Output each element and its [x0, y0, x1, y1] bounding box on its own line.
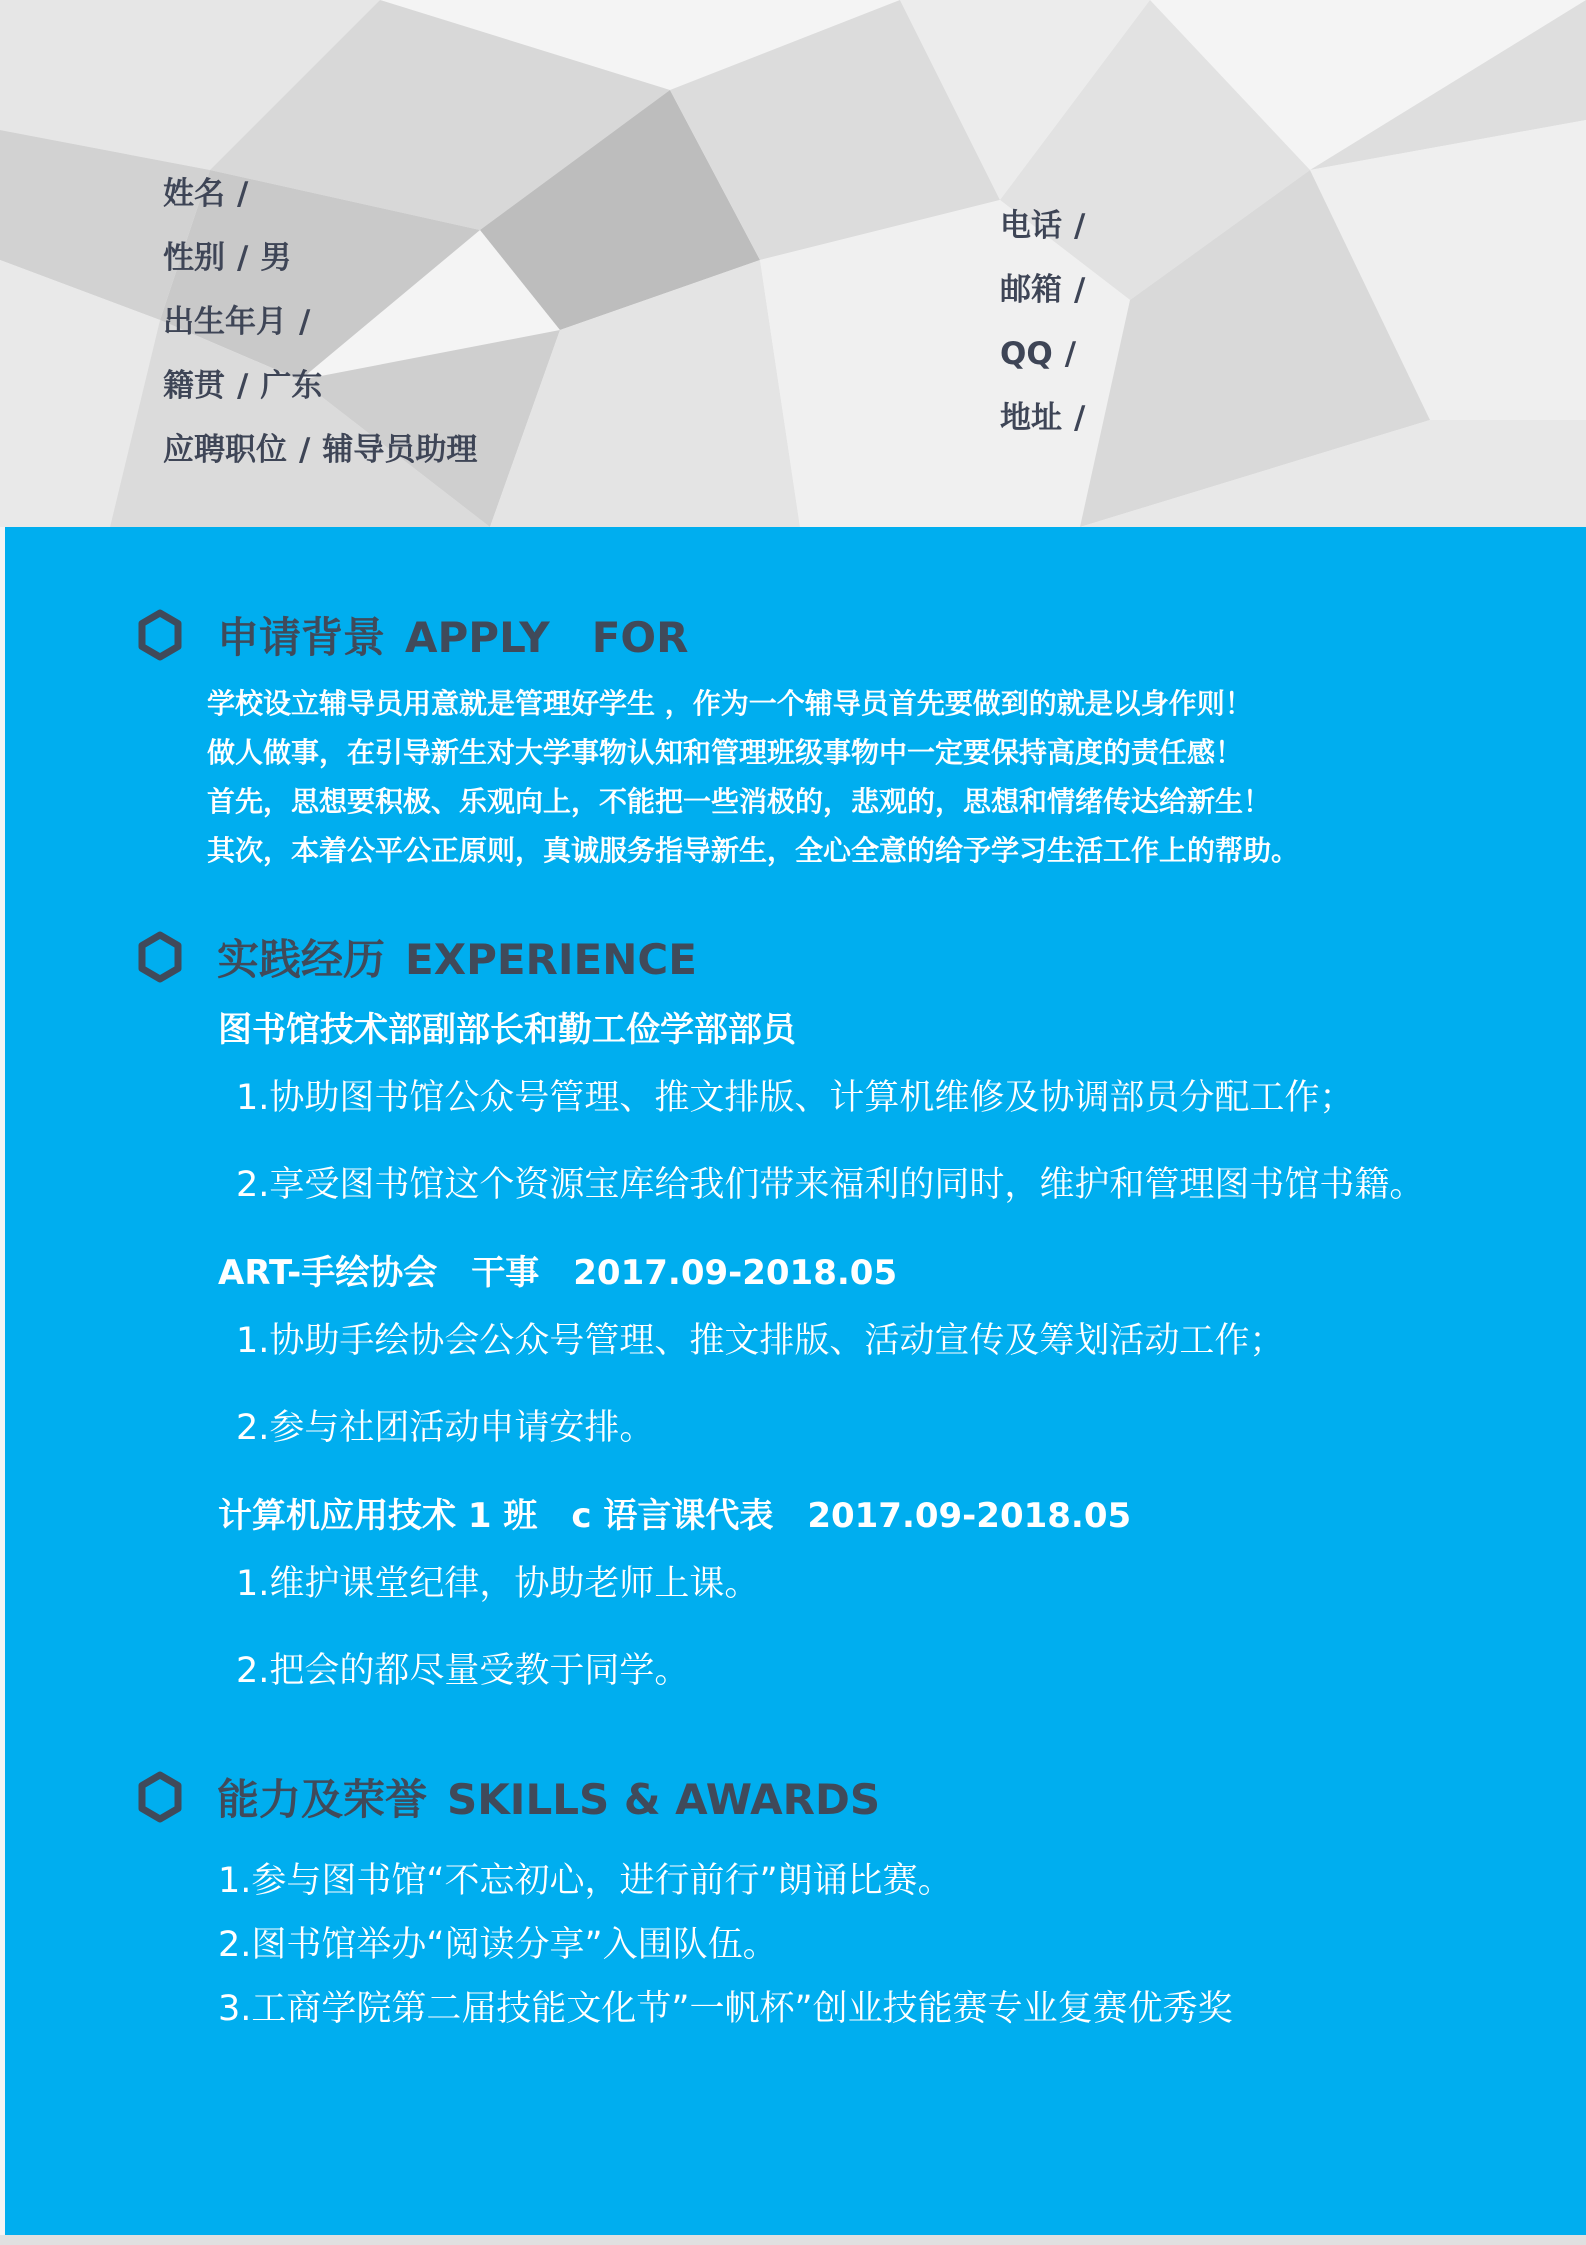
hexagon-outline-icon [137, 609, 183, 661]
section-title [217, 1767, 880, 1827]
apply-line: 做人做事，在引导新生对大学事物认知和管理班级事物中一定要保持高度的责任感！ [207, 736, 1244, 769]
experience-entry-title: ART-手绘协会 干事 2017.09-2018.05 [218, 1253, 898, 1293]
apply-line: 学校设立辅导员用意就是管理好学生 ，作为一个辅导员首先要做到的就是以身作则！ [207, 687, 1253, 720]
personal-info-left [163, 172, 477, 492]
info-label: 应聘职位 [163, 432, 287, 468]
info-row-phone [1000, 204, 1097, 268]
experience-item: 1.协助图书馆公众号管理、推文排版、计算机维修及协调部员分配工作； [236, 1078, 1355, 1118]
info-separator: / [1074, 400, 1086, 436]
info-label: 地址 [1000, 400, 1062, 436]
info-separator: / [299, 304, 311, 340]
info-label: 电话 [1000, 208, 1062, 244]
info-label: 出生年月 [163, 304, 287, 340]
info-value: 辅导员助理 [322, 432, 478, 468]
info-separator: / [1074, 208, 1086, 244]
experience-item: 2.把会的都尽量受教于同学。 [236, 1651, 690, 1691]
section-header-experience [137, 927, 697, 987]
section-title [217, 605, 688, 665]
experience-item: 1.维护课堂纪律，协助老师上课。 [236, 1564, 760, 1604]
info-row-address [1000, 396, 1097, 460]
section-title-cn: 申请背景 [217, 613, 386, 662]
experience-item: 2.享受图书馆这个资源宝库给我们带来福利的同时，维护和管理图书馆书籍。 [236, 1165, 1425, 1205]
apply-line: 首先，思想要积极、乐观向上，不能把一些消极的，悲观的，思想和情绪传达给新生！ [207, 785, 1272, 818]
experience-item: 1.协助手绘协会公众号管理、推文排版、活动宣传及筹划活动工作； [236, 1321, 1285, 1361]
experience-entry-title: 计算机应用技术 1 班 c 语言课代表 2017.09-2018.05 [218, 1496, 1132, 1536]
section-title-en: SKILLS & AWARDS [447, 1775, 881, 1824]
skill-item: 3.工商学院第二届技能文化节”一帆杯”创业技能赛专业复赛优秀奖 [218, 1989, 1233, 2029]
hexagon-outline-icon [137, 1771, 183, 1823]
personal-info-right [1000, 204, 1097, 460]
info-label: 邮箱 [1000, 272, 1062, 308]
skill-item: 2.图书馆举办“阅读分享”入围队伍。 [218, 1925, 778, 1965]
info-label: 姓名 [163, 176, 225, 212]
section-title-cn: 实践经历 [217, 935, 386, 984]
apply-line: 其次，本着公平公正原则，真诚服务指导新生，全心全意的给予学习生活工作上的帮助。 [207, 834, 1300, 867]
info-label: 性别 [163, 240, 225, 276]
info-separator: / [1064, 336, 1077, 372]
skill-item: 1.参与图书馆“不忘初心，进行前行”朗诵比赛。 [218, 1861, 953, 1901]
info-row-email [1000, 268, 1097, 332]
info-row-gender [163, 236, 477, 300]
info-separator: / [237, 368, 249, 404]
info-row-hometown [163, 364, 477, 428]
info-row-qq [1000, 332, 1097, 396]
info-label: QQ [1000, 336, 1053, 372]
info-value: 男 [260, 240, 292, 276]
info-separator: / [237, 240, 249, 276]
info-label: 籍贯 [163, 368, 225, 404]
info-separator: / [1074, 272, 1086, 308]
info-separator: / [237, 176, 249, 212]
section-title-en: APPLY FOR [405, 613, 689, 662]
section-title-cn: 能力及荣誉 [217, 1775, 428, 1824]
info-row-name [163, 172, 477, 236]
section-title [217, 927, 697, 987]
info-separator: / [299, 432, 311, 468]
hexagon-outline-icon [137, 931, 183, 983]
experience-entry-title: 图书馆技术部副部长和勤工俭学部部员 [218, 1010, 796, 1050]
section-title-en: EXPERIENCE [405, 935, 697, 984]
apply-body [207, 684, 1299, 880]
info-row-birth [163, 300, 477, 364]
section-header-skills [137, 1767, 880, 1827]
info-value: 广东 [260, 368, 323, 404]
section-header-apply [137, 605, 688, 665]
experience-item: 2.参与社团活动申请安排。 [236, 1408, 655, 1448]
info-row-position [163, 428, 477, 492]
